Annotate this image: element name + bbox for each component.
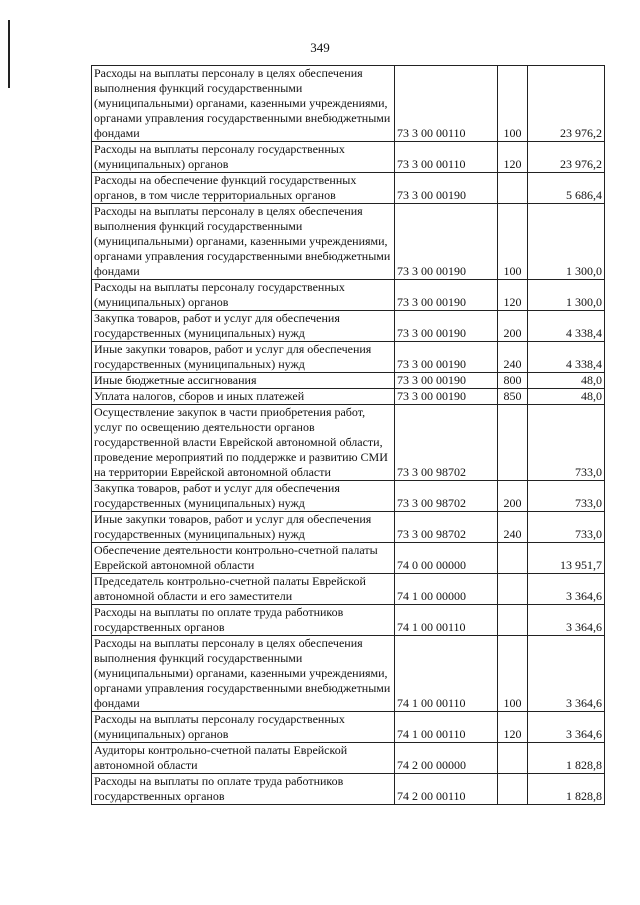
amount-cell: 13 951,7 (528, 543, 605, 574)
table-row (92, 774, 605, 805)
expense-name-cell: Осуществление закупок в части приобретения работ, услуг по освещению деятельности органов государственной власти Еврейской автономной области, проведение мероприятий по поддержке и развитию СМИ на территории Еврейской автономной области (92, 405, 395, 481)
page-number: 349 (310, 40, 330, 55)
amount-cell: 48,0 (528, 373, 605, 389)
expense-type-cell: 200 (498, 481, 528, 512)
expense-name-cell: Иные бюджетные ассигнования (92, 373, 395, 389)
expense-type-cell (498, 605, 528, 636)
target-article-code-cell: 74 2 00 00110 (395, 774, 498, 805)
table-row (92, 173, 605, 204)
expense-type-cell: 120 (498, 280, 528, 311)
expense-type-cell (498, 173, 528, 204)
budget-table (91, 65, 605, 805)
expense-name-cell: Иные закупки товаров, работ и услуг для обеспечения государственных (муниципальных) нужд (92, 512, 395, 543)
table-row (92, 574, 605, 605)
target-article-code-cell: 73 3 00 00190 (395, 373, 498, 389)
table-row (92, 743, 605, 774)
target-article-code-cell: 73 3 00 98702 (395, 405, 498, 481)
amount-cell: 3 364,6 (528, 605, 605, 636)
amount-cell: 1 828,8 (528, 743, 605, 774)
expense-type-cell: 800 (498, 373, 528, 389)
table-row (92, 712, 605, 743)
amount-cell: 23 976,2 (528, 66, 605, 142)
target-article-code-cell: 74 1 00 00110 (395, 605, 498, 636)
expense-name-cell: Аудиторы контрольно-счетной палаты Еврейской автономной области (92, 743, 395, 774)
target-article-code-cell: 73 3 00 00190 (395, 173, 498, 204)
amount-cell: 1 828,8 (528, 774, 605, 805)
expense-type-cell: 100 (498, 204, 528, 280)
expense-name-cell: Расходы на обеспечение функций государственных органов, в том числе территориальных органов (92, 173, 395, 204)
expense-type-cell: 240 (498, 512, 528, 543)
target-article-code-cell: 73 3 00 00110 (395, 66, 498, 142)
expense-type-cell: 200 (498, 311, 528, 342)
table-row (92, 142, 605, 173)
table-row (92, 311, 605, 342)
expense-type-cell: 240 (498, 342, 528, 373)
amount-cell: 5 686,4 (528, 173, 605, 204)
target-article-code-cell: 73 3 00 00190 (395, 342, 498, 373)
amount-cell: 4 338,4 (528, 311, 605, 342)
expense-name-cell: Уплата налогов, сборов и иных платежей (92, 389, 395, 405)
amount-cell: 1 300,0 (528, 204, 605, 280)
expense-name-cell: Расходы на выплаты по оплате труда работников государственных органов (92, 774, 395, 805)
table-row (92, 543, 605, 574)
expense-name-cell: Закупка товаров, работ и услуг для обеспечения государственных (муниципальных) нужд (92, 311, 395, 342)
expense-type-cell (498, 574, 528, 605)
table-row (92, 481, 605, 512)
amount-cell: 4 338,4 (528, 342, 605, 373)
expense-name-cell: Иные закупки товаров, работ и услуг для обеспечения государственных (муниципальных) нужд (92, 342, 395, 373)
target-article-code-cell: 73 3 00 00110 (395, 142, 498, 173)
amount-cell: 1 300,0 (528, 280, 605, 311)
table-row (92, 204, 605, 280)
expense-name-cell: Расходы на выплаты персоналу государственных (муниципальных) органов (92, 280, 395, 311)
expense-type-cell (498, 774, 528, 805)
table-row (92, 636, 605, 712)
expense-name-cell: Расходы на выплаты персоналу в целях обеспечения выполнения функций государственными (муниципальными) органами, казенными учреждениями, органами управления государственными внебюджетными фондами (92, 66, 395, 142)
expense-name-cell: Председатель контрольно-счетной палаты Еврейской автономной области и его заместители (92, 574, 395, 605)
expense-name-cell: Расходы на выплаты по оплате труда работников государственных органов (92, 605, 395, 636)
target-article-code-cell: 73 3 00 00190 (395, 311, 498, 342)
amount-cell: 3 364,6 (528, 712, 605, 743)
amount-cell: 733,0 (528, 512, 605, 543)
expense-name-cell: Расходы на выплаты персоналу в целях обеспечения выполнения функций государственными (муниципальными) органами, казенными учреждениями, органами управления государственными внебюджетными фондами (92, 636, 395, 712)
table-row (92, 405, 605, 481)
amount-cell: 48,0 (528, 389, 605, 405)
table-row (92, 389, 605, 405)
table-row (92, 280, 605, 311)
expense-type-cell: 100 (498, 636, 528, 712)
expense-type-cell: 120 (498, 142, 528, 173)
target-article-code-cell: 73 3 00 98702 (395, 481, 498, 512)
table-row (92, 605, 605, 636)
target-article-code-cell: 74 0 00 00000 (395, 543, 498, 574)
amount-cell: 23 976,2 (528, 142, 605, 173)
target-article-code-cell: 74 1 00 00110 (395, 712, 498, 743)
table-row (92, 342, 605, 373)
table-row (92, 512, 605, 543)
expense-type-cell: 100 (498, 66, 528, 142)
expense-name-cell: Обеспечение деятельности контрольно-счетной палаты Еврейской автономной области (92, 543, 395, 574)
expense-type-cell: 850 (498, 389, 528, 405)
budget-table-body (92, 66, 605, 805)
table-row (92, 373, 605, 389)
expense-name-cell: Расходы на выплаты персоналу в целях обеспечения выполнения функций государственными (муниципальными) органами, казенными учреждениями, органами управления государственными внебюджетными фондами (92, 204, 395, 280)
expense-name-cell: Закупка товаров, работ и услуг для обеспечения государственных (муниципальных) нужд (92, 481, 395, 512)
expense-type-cell (498, 543, 528, 574)
amount-cell: 3 364,6 (528, 574, 605, 605)
expense-type-cell (498, 743, 528, 774)
amount-cell: 733,0 (528, 405, 605, 481)
target-article-code-cell: 74 1 00 00110 (395, 636, 498, 712)
expense-name-cell: Расходы на выплаты персоналу государственных (муниципальных) органов (92, 142, 395, 173)
expense-name-cell: Расходы на выплаты персоналу государственных (муниципальных) органов (92, 712, 395, 743)
amount-cell: 733,0 (528, 481, 605, 512)
target-article-code-cell: 73 3 00 00190 (395, 389, 498, 405)
amount-cell: 3 364,6 (528, 636, 605, 712)
target-article-code-cell: 74 1 00 00000 (395, 574, 498, 605)
table-row (92, 66, 605, 142)
target-article-code-cell: 73 3 00 00190 (395, 280, 498, 311)
expense-type-cell (498, 405, 528, 481)
expense-type-cell: 120 (498, 712, 528, 743)
target-article-code-cell: 74 2 00 00000 (395, 743, 498, 774)
target-article-code-cell: 73 3 00 98702 (395, 512, 498, 543)
target-article-code-cell: 73 3 00 00190 (395, 204, 498, 280)
